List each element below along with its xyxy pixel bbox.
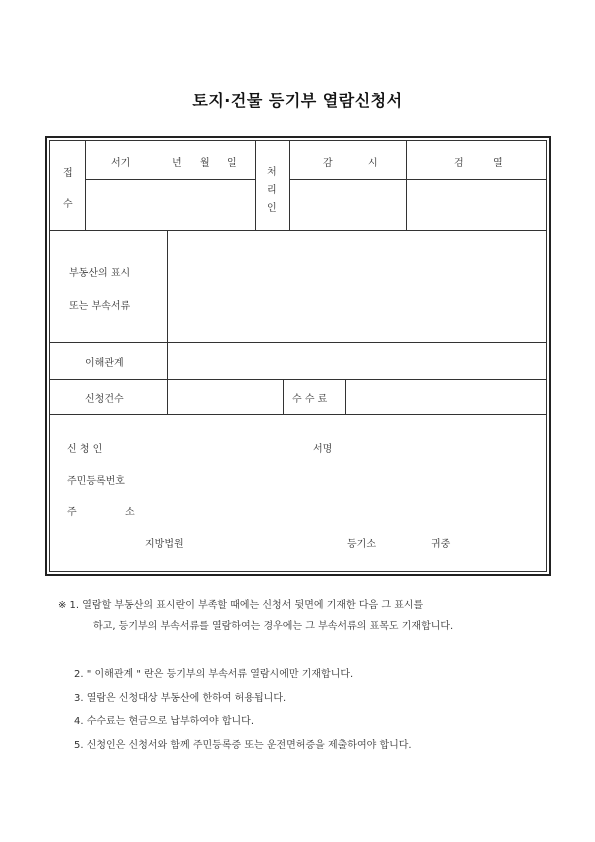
receipt-divider <box>85 140 86 230</box>
receipt-label-1: 접 <box>63 168 73 179</box>
inner-border-top <box>49 140 547 141</box>
inspect-label-1: 감 <box>323 158 333 169</box>
fee-left-line <box>283 379 284 414</box>
section-line-4 <box>49 414 547 415</box>
date-label-year: 년 <box>172 158 182 169</box>
processing-left-line <box>255 140 256 230</box>
signature-label: 서명 <box>313 444 333 455</box>
processing-mid-line <box>289 179 546 180</box>
inspect-label-2: 시 <box>368 158 378 169</box>
note-4: 4. 수수료는 현금으로 납부하여야 합니다. <box>74 716 254 727</box>
count-label: 신청건수 <box>85 394 124 405</box>
label-column-line <box>167 230 168 414</box>
date-label-month: 월 <box>200 158 210 169</box>
view-label-2: 열 <box>493 158 503 169</box>
registry-label: 등기소 <box>347 539 376 550</box>
date-label-day: 일 <box>227 158 237 169</box>
property-label-2: 또는 부속서류 <box>69 301 131 312</box>
property-label-1: 부동산의 표시 <box>69 268 131 279</box>
fee-right-line <box>345 379 346 414</box>
address-label-1: 주 <box>67 507 77 518</box>
address-label-2: 소 <box>125 507 135 518</box>
processing-label-line <box>289 140 290 230</box>
id-number-label: 주민등록번호 <box>67 476 125 487</box>
receipt-label-2: 수 <box>63 199 73 210</box>
inner-border-right <box>546 140 547 572</box>
inner-border-bottom <box>49 571 547 572</box>
section-line-2 <box>49 342 547 343</box>
note-5: 5. 신청인은 신청서와 함께 주민등록증 또는 운전면허증을 제출하여야 합니다. <box>74 740 412 751</box>
inspect-divider <box>406 140 407 230</box>
section-line-3 <box>49 379 547 380</box>
receipt-mid-line <box>85 179 255 180</box>
processor-label-2: 리 <box>267 185 277 196</box>
note-3: 3. 열람은 신청대상 부동산에 한하여 허용됩니다. <box>74 693 287 704</box>
note-2: 2. " 이해관계 " 란은 등기부의 부속서류 열람시에만 기재합니다. <box>74 669 354 680</box>
section-line-1 <box>49 230 547 231</box>
view-label-1: 검 <box>454 158 464 169</box>
date-label-seogi: 서기 <box>111 158 131 169</box>
applicant-name-label: 신 청 인 <box>67 444 103 455</box>
court-label: 지방법원 <box>145 539 184 550</box>
recipient-label: 귀중 <box>431 539 451 550</box>
inner-border-left <box>49 140 50 572</box>
page-title: 토지·건물 등기부 열람신청서 <box>192 91 403 110</box>
note-1: ※ 1. 열람할 부동산의 표시란이 부족할 때에는 신청서 뒷면에 기재한 다음 그 표시를 <box>58 600 424 611</box>
processor-label-1: 처 <box>267 167 277 178</box>
interest-label: 이해관계 <box>85 358 124 369</box>
processor-label-3: 인 <box>267 203 277 214</box>
fee-label: 수 수 료 <box>292 394 328 405</box>
note-1-cont: 하고, 등기부의 부속서류를 열람하여는 경우에는 그 부속서류의 표목도 기재합니다. <box>93 621 454 632</box>
